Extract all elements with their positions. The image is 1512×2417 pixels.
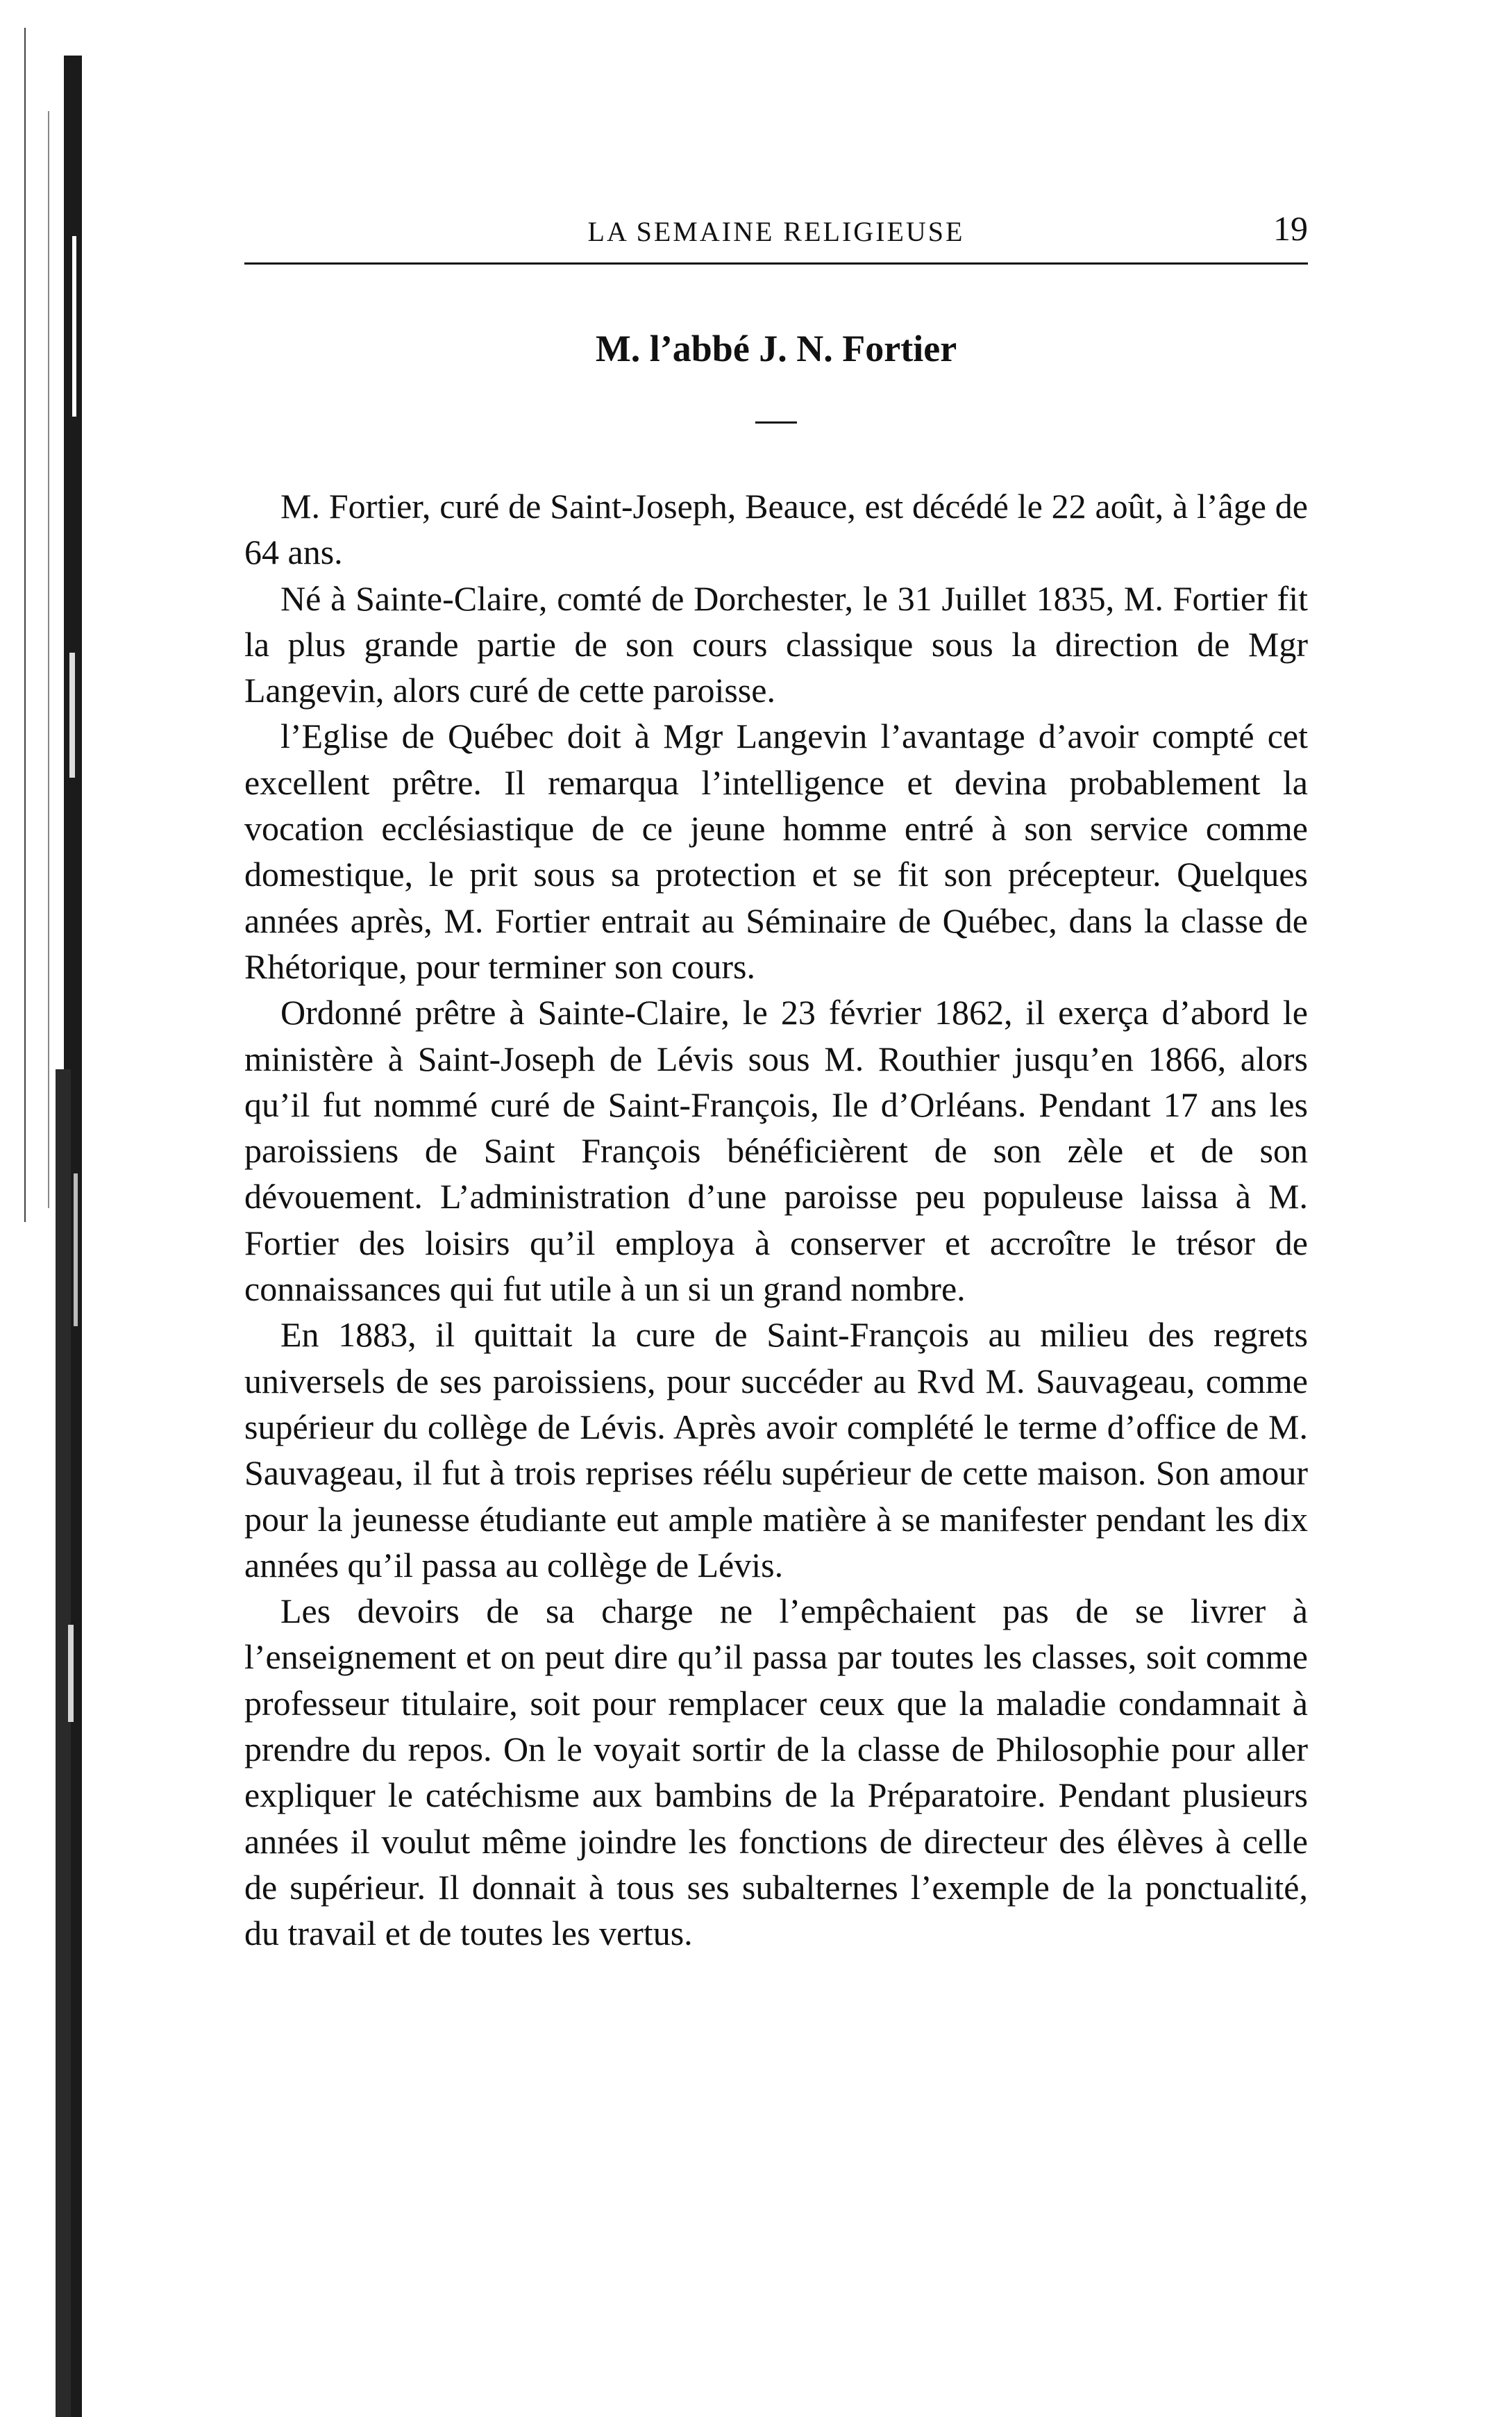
- paragraph: En 1883, il quittait la cure de Saint-François au milieu des regrets universels de ses paroissiens, pour succéder au Rvd M. Sauvageau, comme supérieur du collège de Lévis. Après avoir complété le terme d’office de M. Sauvageau, il fut à trois reprises réélu supérieur de cette maison. Son amour pour la jeunesse étudiante eut ample matière à se manifester pendant les dix années qu’il passa au collège de Lévis.: [244, 1315, 1308, 1584]
- running-header: [244, 194, 1308, 250]
- paragraph: Ordonné prêtre à Sainte-Claire, le 23 février 1862, il exerça d’abord le ministère à Saint-Joseph de Lévis sous M. Routhier jusqu’en 1866, alors qu’il fut nommé curé de Saint-François, Ile d’Orléans. Pendant 17 ans les paroissiens de Saint François bénéficièrent de son zèle et de son dévouement. L’administration d’une paroisse peu populeuse laissa à M. Fortier des loisirs qu’il employa à conserver et accroître le trésor de connaissances qui fut utile à un si un grand nombre.: [244, 993, 1308, 1309]
- header-rule: [244, 262, 1308, 265]
- scanned-binding-edge: [21, 28, 90, 2417]
- paragraph: M. Fortier, curé de Saint-Joseph, Beauce, est décédé le 22 août, à l’âge de 64 ans.: [244, 487, 1308, 572]
- page-number: 19: [1273, 209, 1308, 248]
- paragraph: l’Eglise de Québec doit à Mgr Langevin l’avantage d’avoir compté cet excellent prêtre. Il remarqua l’intelligence et devina probablement la vocation ecclésiastique de ce jeune homme entré à son service comme domestique, le prit sous sa protection et se fit son précepteur. Quelques années après, M. Fortier entrait au Séminaire de Québec, dans la classe de Rhétorique, pour terminer son cours.: [244, 717, 1308, 986]
- article-title: M. l’abbé J. N. Fortier: [595, 328, 957, 369]
- running-title: LA SEMAINE RELIGIEUSE: [587, 216, 965, 247]
- title-separator-dash: [755, 421, 797, 424]
- paragraph: Les devoirs de sa charge ne l’empêchaient pas de se livrer à l’enseignement et on peut dire qu’il passa par toutes les classes, soit comme professeur titulaire, soit pour remplacer ceux que la maladie condamnait à prendre du repos. On le voyait sortir de la classe de Philosophie pour aller expliquer le catéchisme aux bambins de la Préparatoire. Pendant plusieurs années il voulut même joindre les fonctions de directeur des élèves à celle de supérieur. Il donnait à tous ses subalternes l’exemple de la ponctualité, du travail et de toutes les vertus.: [244, 1591, 1308, 1953]
- book-page: [244, 194, 1308, 1957]
- paragraph: Né à Sainte-Claire, comté de Dorchester, le 31 Juillet 1835, M. Fortier fit la plus grande partie de son cours classique sous la direction de Mgr Langevin, alors curé de cette paroisse.: [244, 578, 1308, 710]
- article-body: [244, 483, 1308, 1957]
